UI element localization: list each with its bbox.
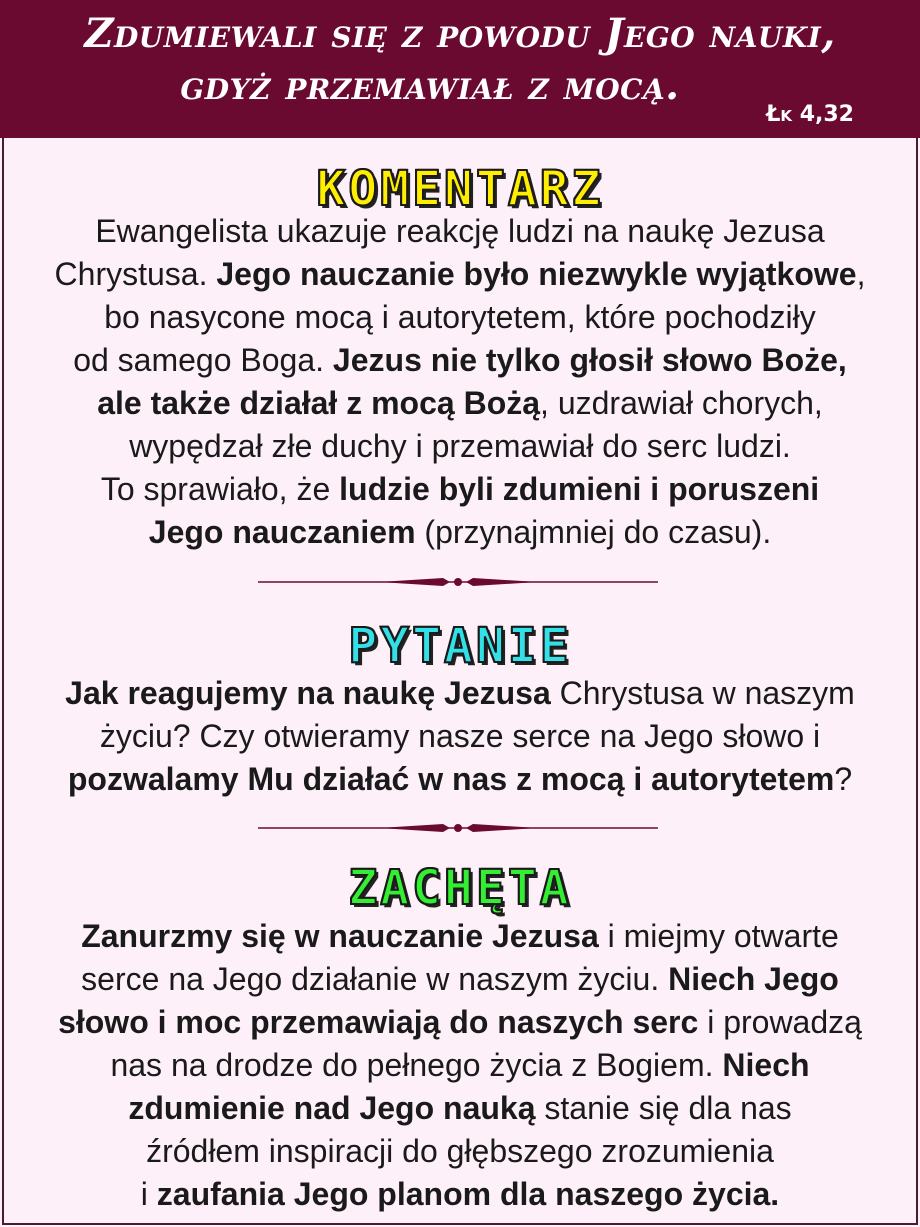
text-line xyxy=(20,210,900,253)
text-line xyxy=(20,1173,900,1216)
body-text: , xyxy=(856,256,866,292)
bold-text: słowo i moc przemawiają do naszych serc xyxy=(58,1004,699,1040)
bold-text: Niech Jego xyxy=(668,961,839,997)
bold-text: pozwalamy Mu działać w nas z mocą i autorytetem xyxy=(67,761,835,797)
text-line xyxy=(20,1130,900,1173)
text-line xyxy=(20,253,900,296)
text-line xyxy=(20,958,900,1001)
body-text: źródłem inspiracji do głębszego zrozumienia xyxy=(146,1133,774,1169)
body-text: wypędzał złe duchy i przemawiał do serc ludzi. xyxy=(129,428,791,464)
body-text: To sprawiało, że xyxy=(100,471,340,507)
text-line xyxy=(20,1087,900,1130)
bold-text: zaufania Jego planom dla naszego życia. xyxy=(156,1176,780,1212)
komentarz-title: KOMENTARZ xyxy=(316,161,604,217)
pytanie-title: PYTANIE xyxy=(348,618,572,674)
bold-text: Niech xyxy=(722,1047,810,1083)
text-line xyxy=(20,296,900,339)
text-line xyxy=(20,672,900,715)
body-text: nas na drodze do pełnego życia z Bogiem. xyxy=(110,1047,723,1083)
bold-text: Jezus nie tylko głosił słowo Boże, xyxy=(332,342,847,378)
text-line xyxy=(20,715,900,758)
text-line xyxy=(20,468,900,511)
body-text: Chrystusa w naszym xyxy=(550,675,855,711)
text-line xyxy=(20,511,900,554)
body-text: Ewangelista ukazuje reakcję ludzi na naukę Jezusa xyxy=(95,213,825,249)
divider-ornament xyxy=(258,821,658,835)
zacheta-title: ZACHĘTA xyxy=(348,860,572,916)
body-text: (przynajmniej do czasu). xyxy=(415,514,772,550)
body-text: stanie się dla nas xyxy=(535,1090,792,1126)
quote-line-1: Zdumiewali się z powodu Jego nauki, xyxy=(84,10,836,57)
body-text: serce na Jego działanie w naszym życiu. xyxy=(81,961,669,997)
bold-text: ludzie byli zdumieni i poruszeni xyxy=(339,471,820,507)
body-text: od samego Boga. xyxy=(73,342,333,378)
komentarz-text xyxy=(20,210,900,554)
scripture-reference: Łk 4,32 xyxy=(766,102,854,127)
body-text: , uzdrawiał chorych, xyxy=(540,385,823,421)
text-line xyxy=(20,758,900,801)
zacheta-text xyxy=(20,915,900,1216)
text-line xyxy=(20,1044,900,1087)
pytanie-text xyxy=(20,672,900,801)
body-text: i xyxy=(140,1176,157,1212)
bold-text: Jak reagujemy na naukę Jezusa xyxy=(65,675,551,711)
bold-text: Zanurzmy się w nauczanie Jezusa xyxy=(81,918,599,954)
body-text: życiu? Czy otwieramy nasze serce na Jego słowo i xyxy=(99,718,821,754)
bold-text: ale także działał z mocą Bożą xyxy=(97,385,541,421)
quote-line-2: gdyż przemawiał z mocą. xyxy=(180,62,680,109)
body-text: bo nasycone mocą i autorytetem, które pochodziły xyxy=(104,299,816,335)
header-banner xyxy=(0,0,920,138)
text-line xyxy=(20,425,900,468)
body-text: i prowadzą xyxy=(698,1004,862,1040)
bold-text: Jego nauczanie było niezwykle wyjątkowe xyxy=(216,256,857,292)
text-line xyxy=(20,382,900,425)
bold-text: Jego nauczaniem xyxy=(148,514,416,550)
body-text: Chrystusa. xyxy=(54,256,217,292)
bold-text: zdumienie nad Jego nauką xyxy=(128,1090,536,1126)
divider-ornament xyxy=(258,575,658,589)
text-line xyxy=(20,339,900,382)
body-text: i miejmy otwarte xyxy=(598,918,839,954)
text-line xyxy=(20,1001,900,1044)
body-text: ? xyxy=(834,761,853,797)
text-line xyxy=(20,915,900,958)
